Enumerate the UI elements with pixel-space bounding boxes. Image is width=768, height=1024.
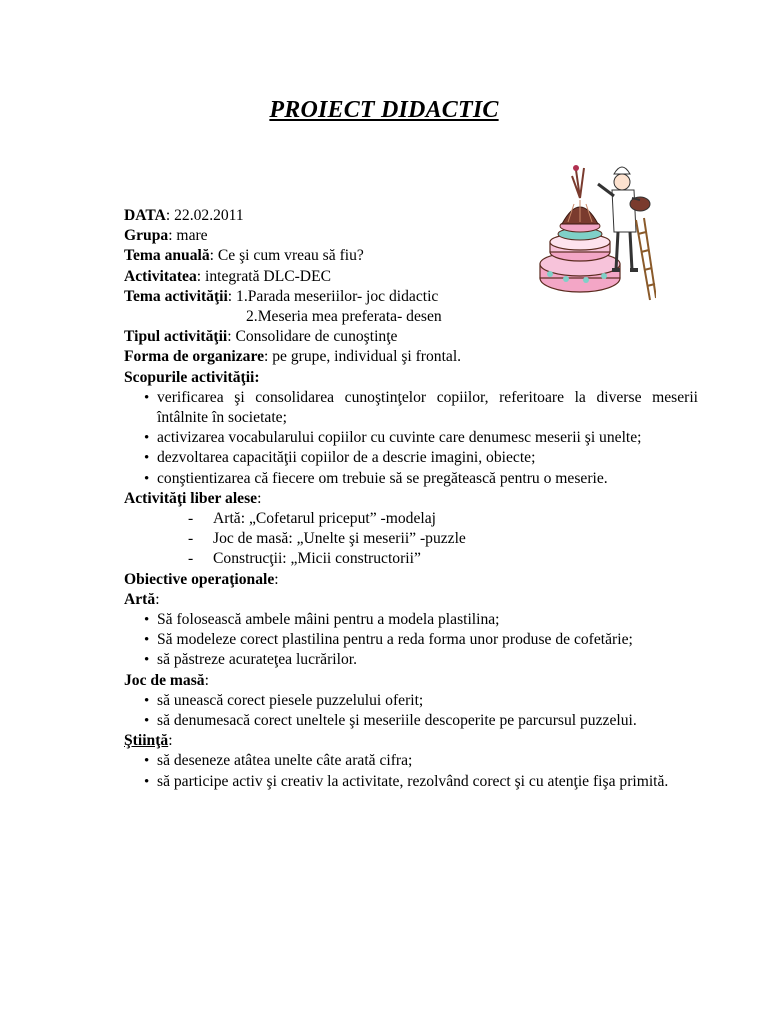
list-item: - Joc de masă: „Unelte şi meserii” -puzzle — [124, 529, 698, 549]
list-item: • să denumesacă corect uneltele şi meseriile descoperite pe parcursul puzzelui. — [124, 711, 698, 731]
document-body — [124, 206, 698, 792]
list-item: • dezvoltarea capacităţii copiilor de a descrie imagini, obiecte; — [124, 448, 698, 468]
field-annual-theme: Tema anuală: Ce şi cum vreau să fiu? — [124, 247, 364, 265]
list-item: • să participe activ şi creativ la activitate, rezolvând corect şi cu atenţie fişa primită. — [124, 772, 698, 792]
science-heading: Ştiinţă: — [124, 732, 173, 750]
field-group: Grupa: mare — [124, 227, 208, 245]
list-item: - Artă: „Cofetarul priceput” -modelaj — [124, 509, 698, 529]
art-heading: Artă: — [124, 590, 160, 608]
field-activity: Activitatea: integrată DLC-DEC — [124, 267, 331, 285]
field-activity-type: Tipul activităţii: Consolidare de cunoştinţe — [124, 328, 398, 346]
science-objectives-list — [124, 751, 698, 791]
field-activity-theme: Tema activităţii: 1.Parada meseriilor- joc didactic — [124, 287, 439, 305]
list-item: • Să folosească ambele mâini pentru a modela plastilina; — [124, 610, 698, 630]
free-activities-heading: Activităţi liber alese: — [124, 489, 262, 507]
list-item: • verificarea şi consolidarea cunoştinţelor copiilor, referitoare la diverse meserii întâlnite în societate; — [124, 388, 698, 428]
field-activity-theme-line2: 2.Meseria mea preferata- desen — [246, 308, 442, 326]
table-game-objectives-list — [124, 691, 698, 731]
list-item: • să deseneze atâtea unelte câte arată cifra; — [124, 751, 698, 771]
field-date: DATA: 22.02.2011 — [124, 207, 244, 224]
list-item: • conştientizarea că fiecere om trebuie să se pregătească pentru o meserie. — [124, 469, 698, 489]
scopes-list — [124, 388, 698, 489]
list-item: • să unească corect piesele puzzelului oferit; — [124, 691, 698, 711]
list-item: • activizarea vocabularului copiilor cu cuvinte care denumesc meserii şi unelte; — [124, 428, 698, 448]
objectives-heading: Obiective operaţionale: — [124, 570, 279, 588]
field-organization: Forma de organizare: pe grupe, individual şi frontal. — [124, 348, 462, 366]
document-title: PROIECT DIDACTIC — [269, 97, 499, 123]
free-activities-list — [124, 509, 698, 570]
list-item: - Construcţii: „Micii constructorii” — [124, 549, 698, 569]
table-game-heading: Joc de masă: — [124, 671, 209, 689]
list-item: • să păstreze acurateţea lucrărilor. — [124, 650, 698, 670]
list-item: • Să modeleze corect plastilina pentru a reda forma unor produse de cofetărie; — [124, 630, 698, 650]
scopes-heading: Scopurile activităţii: — [124, 368, 260, 386]
art-objectives-list — [124, 610, 698, 671]
